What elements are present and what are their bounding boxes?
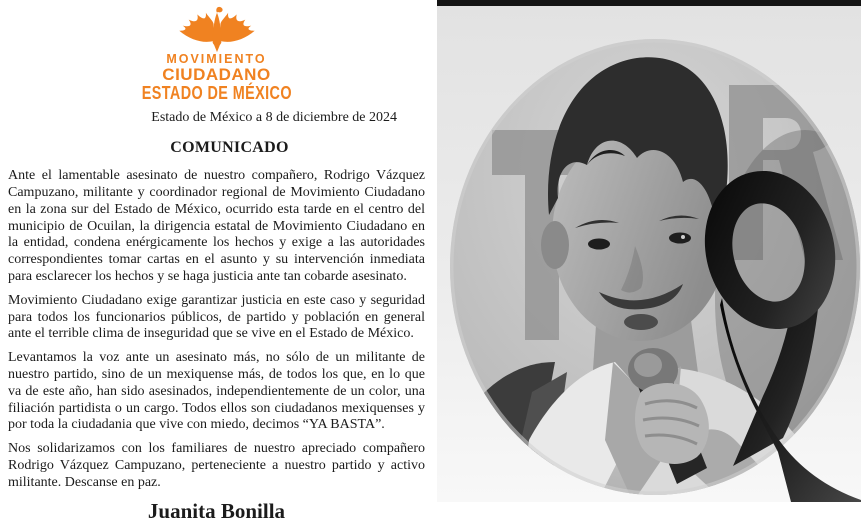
eagle-icon (163, 5, 271, 53)
paragraph-1: Ante el lamentable asesinato de nuestro compañero, Rodrigo Vázquez Campuzano, militante y coordinador regional de Movimiento Ciudadano en la zona sur del Estado de México, ocurrido esta tarde en el centro del municipio de Ocuilan, la dirigencia estatal de Movimiento Ciudadano en la entidad, condena enérgicamente los hechos y exige a las autoridades correspondientes tomar cartas en el asunto y su intervención inmediata para esclarecer los hechos y se haga justicia ante tan cobarde asesinato. (8, 168, 425, 285)
logo-text-movimiento: MOVIMIENTO (166, 52, 267, 66)
paragraph-4: Nos solidarizamos con los familiares de nuestro apreciado compañero Rodrigo Vázquez Campuzano, perteneciente a nuestro partido y activo militante. Descanse en paz. (8, 441, 425, 490)
top-bar (437, 0, 861, 6)
paragraph-3: Levantamos la voz ante un asesinato más, no sólo de un militante de nuestro partido, sino de un mexiquense más, de todos los que, en lo que va de este año, han sido asesinados, independientemente de un color, una filiación partidista o un cargo. Todos ellos son ciudadanos mexiquenses y por toda la ciudadania que vive con miedo, decimos “YA BASTA”. (8, 350, 425, 433)
signature-name: Juanita Bonilla (147, 498, 286, 523)
paragraph-2: Movimiento Ciudadano exige garantizar justicia en este caso y seguridad para todos los funcionarios públicos, de partido y población en general ante el terrible clima de inseguridad que se vive en el Estado de México. (8, 292, 425, 342)
comunicado-heading: COMUNICADO (170, 139, 289, 157)
dateline: Estado de México a 8 de diciembre de 2024 (151, 110, 397, 126)
mouth (624, 314, 658, 330)
party-logo (8, 5, 425, 103)
logo-text-estado-de-mexico: ESTADO DE MÉXICO (141, 82, 292, 103)
memorial-photo (437, 0, 861, 502)
logo-text-ciudadano: CIUDADANO (162, 65, 271, 84)
